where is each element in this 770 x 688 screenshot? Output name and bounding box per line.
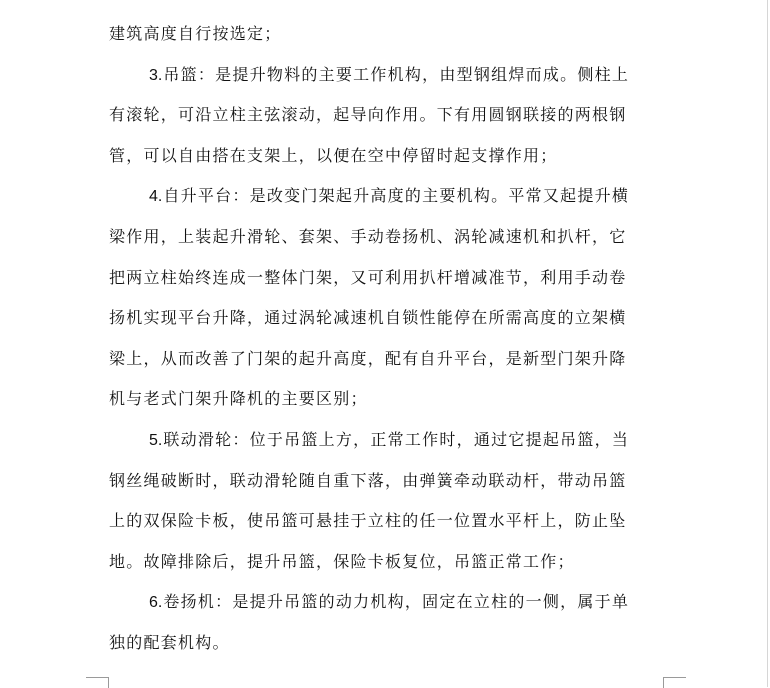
line-text: 梁上，从而改善了门架的起升高度，配有自升平台，是新型门架升降 <box>109 348 627 368</box>
line-text: 机与老式门架升降机的主要区别； <box>109 389 368 409</box>
line-text: 上的双保险卡板，使吊篮可悬挂于立柱的任一位置水平杆上，防止坠 <box>109 511 627 531</box>
text-line <box>109 542 669 583</box>
paragraph-start-line <box>109 420 669 461</box>
line-text: 钢丝绳破断时，联动滑轮随自重下落，由弹簧牵动联动杆，带动吊篮 <box>109 470 627 490</box>
text-line <box>109 623 669 664</box>
text-line <box>109 501 669 542</box>
line-text: 有滚轮，可沿立柱主弦滚动，起导向作用。下有用圆钢联接的两根钢 <box>109 105 627 125</box>
text-line <box>109 298 669 339</box>
item-number: 4. <box>149 188 163 206</box>
line-text: 地。故障排除后，提升吊篮，保险卡板复位，吊篮正常工作； <box>109 551 575 571</box>
line-text: 建筑高度自行按选定； <box>109 24 282 43</box>
text-line <box>109 217 669 258</box>
item-number: 5. <box>149 431 163 449</box>
line-text: 管，可以自由搭在支架上，以便在空中停留时起支撑作用； <box>109 145 558 165</box>
text-line-cut <box>109 6 669 14</box>
line-text: 扬机实现平台升降，通过涡轮减速机自锁性能停在所需高度的立架横 <box>109 308 627 328</box>
line-text: 把两立柱始终连成一整体门架，又可利用扒杆增减准节，利用手动卷 <box>109 267 627 287</box>
text-line <box>109 95 669 136</box>
text-line <box>109 339 669 380</box>
margin-corner-mark-left <box>86 677 109 688</box>
page-edge-line <box>767 0 768 687</box>
line-text: 独的配套机构。 <box>109 632 230 652</box>
text-line <box>109 136 669 177</box>
item-number: 6. <box>149 594 163 612</box>
text-line <box>109 461 669 502</box>
line-text: 自升平台：是改变门架起升高度的主要机构。平常又起提升横 <box>163 186 630 206</box>
body-text <box>109 6 669 664</box>
text-line <box>109 379 669 420</box>
text-line <box>109 14 669 55</box>
margin-corner-mark-right <box>663 677 686 688</box>
line-text: 卷扬机：是提升吊篮的动力机构，固定在立柱的一侧，属于单 <box>163 592 630 612</box>
paragraph-start-line <box>109 582 669 623</box>
line-text: 吊篮：是提升物料的主要工作机构，由型钢组焊而成。侧柱上 <box>163 64 630 84</box>
paragraph-start-line <box>109 55 669 96</box>
line-text: 联动滑轮：位于吊篮上方，正常工作时，通过它提起吊篮，当 <box>163 429 630 449</box>
paragraph-start-line <box>109 176 669 217</box>
text-line <box>109 258 669 299</box>
item-number: 3. <box>149 66 163 84</box>
line-text: 梁作用，上装起升滑轮、套架、手动卷扬机、涡轮减速机和扒杆，它 <box>109 226 627 246</box>
